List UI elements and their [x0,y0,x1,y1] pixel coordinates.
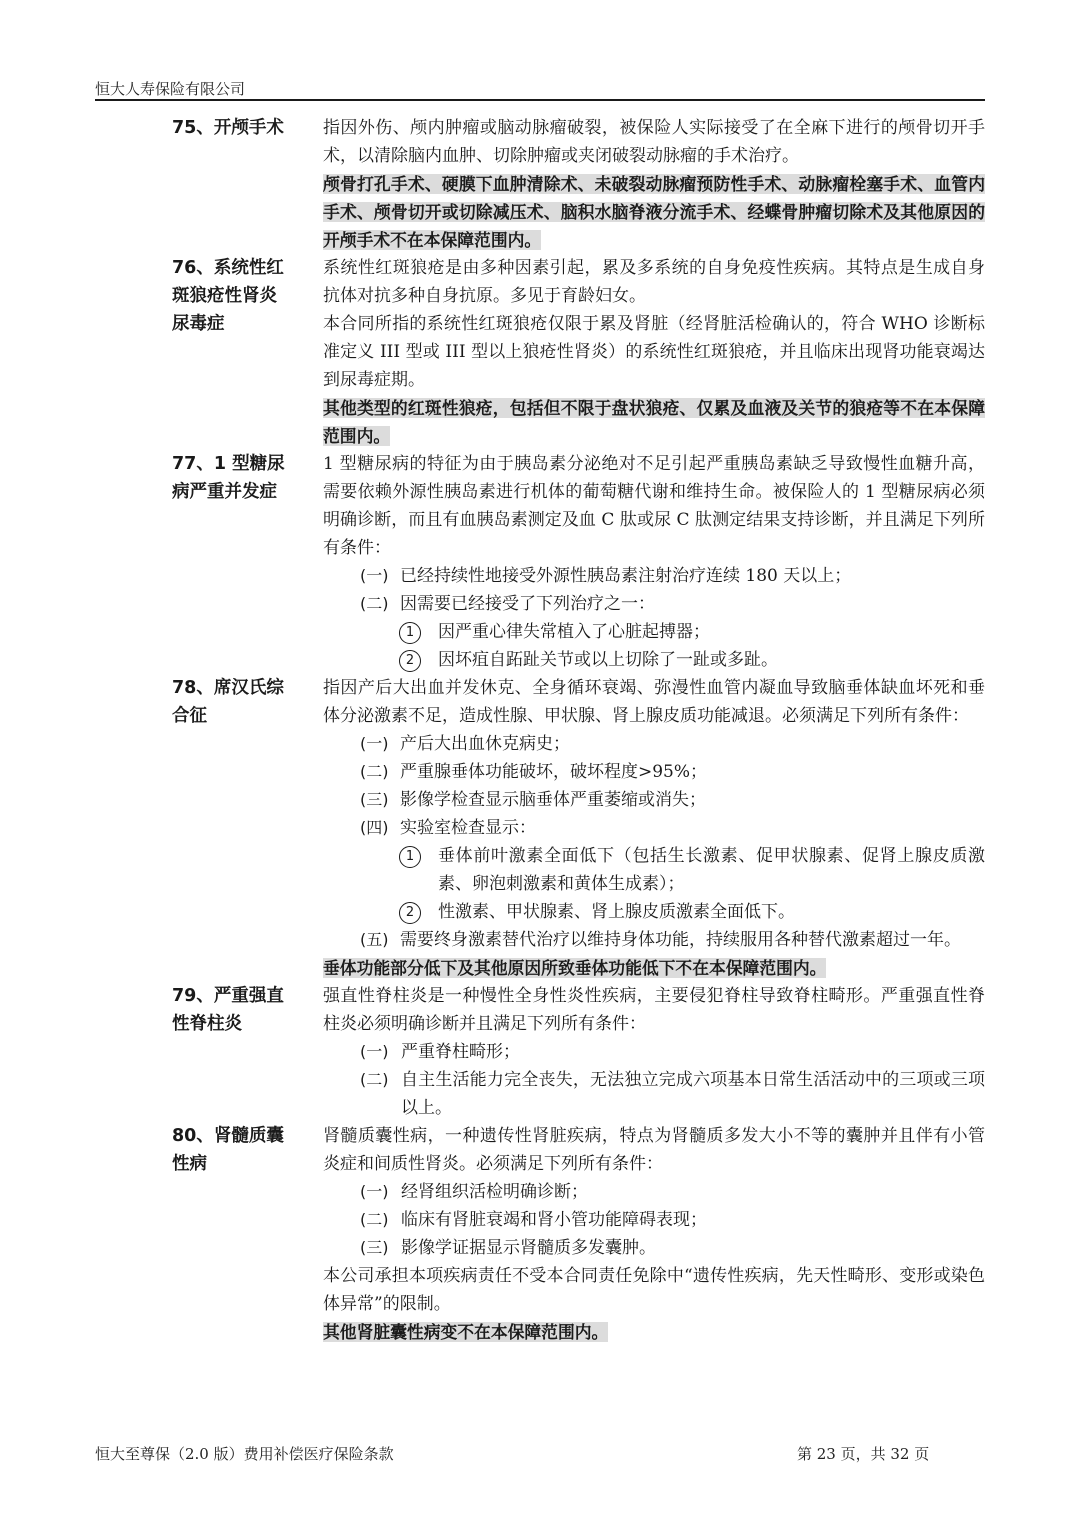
clause-term: 77、1 型糖尿病严重并发症 [172,454,285,502]
exclusion-text: 其他肾脏囊性病变不在本保障范围内。 [323,1322,609,1342]
clause-78 [0,674,1080,982]
condition-item: (二) 自主生活能力完全丧失，无法独立完成六项基本日常生活活动中的三项或三项以上。 [360,1070,985,1118]
sub-condition-item: 2 因坏疽自跖趾关节或以上切除了一趾或多趾。 [323,646,985,674]
clause-term: 80、肾髓质囊性病 [172,1126,284,1174]
clause-75 [0,114,1080,254]
condition-item: (四) 实验室检查显示： [360,818,536,838]
clause-definition: 1 型糖尿病的特征为由于胰岛素分泌绝对不足引起严重胰岛素缺乏导致慢性血糖升高，需要依赖外源性胰岛素进行机体的葡萄糖代谢和维持生命。被保险人的 1 型糖尿病必须明确诊断，而且有血胰岛素测定及血 C 肽或尿 C 肽测定结果支持诊断，并且满足下列所有条件： [323,454,985,558]
condition-item: (二) 严重腺垂体功能破坏，破坏程度>95%； [360,762,708,782]
sub-condition-item: 2 性激素、甲状腺素、肾上腺皮质激素全面低下。 [323,898,985,926]
exclusion-text: 垂体功能部分低下及其他原因所致垂体功能低下不在本保障范围内。 [323,958,827,978]
clause-definition: 指因外伤、颅内肿瘤或脑动脉瘤破裂，被保险人实际接受了在全麻下进行的颅骨切开手术，以清除脑内血肿、切除肿瘤或夹闭破裂动脉瘤的手术治疗。 [323,118,985,166]
clause-term: 76、系统性红斑狼疮性肾炎尿毒症 [172,258,284,334]
footer-page-number: 第 23 页，共 32 页 [797,1445,930,1463]
circled-number: 1 [399,846,421,868]
exclusion-text: 其他类型的红斑性狼疮，包括但不限于盘状狼疮、仅累及血液及关节的狼疮等不在本保障范围内。 [323,398,985,446]
condition-item: (三) 影像学证据显示肾髓质多发囊肿。 [360,1238,656,1258]
condition-item: (三) 影像学检查显示脑垂体严重萎缩或消失； [360,790,706,810]
condition-item: (二) 临床有肾脏衰竭和肾小管功能障碍表现； [360,1210,707,1230]
footer-product: 恒大至尊保（2.0 版）费用补偿医疗保险条款 [95,1445,394,1463]
clause-definition: 系统性红斑狼疮是由多种因素引起，累及多系统的自身免疫性疾病。其特点是生成自身抗体对抗多种自身抗原。多见于育龄妇女。 [323,258,985,306]
condition-item: (一) 经肾组织活检明确诊断； [360,1182,588,1202]
clause-79 [0,982,1080,1122]
condition-item: (一) 已经持续性地接受外源性胰岛素注射治疗连续 180 天以上； [360,566,852,586]
clause-definition: 强直性脊柱炎是一种慢性全身性炎性疾病，主要侵犯脊柱导致脊柱畸形。严重强直性脊柱炎必须明确诊断并且满足下列所有条件： [323,986,985,1034]
condition-item: (二) 因需要已经接受了下列治疗之一： [360,594,655,614]
circled-number: 1 [399,622,421,644]
clause-term: 78、席汉氏综合征 [172,678,284,726]
condition-item: (五) 需要终身激素替代治疗以维持身体功能，持续服用各种替代激素超过一年。 [360,930,961,950]
clause-77 [0,450,1080,674]
clause-list [0,114,1080,1346]
condition-item: (一) 严重脊柱畸形； [360,1042,520,1062]
clause-76 [0,254,1080,450]
clause-definition: 肾髓质囊性病，一种遗传性肾脏疾病，特点为肾髓质多发大小不等的囊肿并且伴有小管炎症和间质性肾炎。必须满足下列所有条件： [323,1126,985,1174]
exclusion-text: 颅骨打孔手术、硬膜下血肿清除术、未破裂动脉瘤预防性手术、动脉瘤栓塞手术、血管内手术、颅骨切开或切除减压术、脑积水脑脊液分流手术、经蝶骨肿瘤切除术及其他原因的开颅手术不在本保障范围内。 [323,174,985,250]
circled-number: 2 [399,902,421,924]
clause-80 [0,1122,1080,1346]
circled-number: 2 [399,650,421,672]
condition-item: (一) 产后大出血休克病史； [360,734,570,754]
sub-condition-item: 1 因严重心律失常植入了心脏起搏器； [323,618,985,646]
clause-scope: 本合同所指的系统性红斑狼疮仅限于累及肾脏（经肾脏活检确认的，符合 WHO 诊断标准定义 III 型或 III 型以上狼疮性肾炎）的系统性红斑狼疮，并且临床出现肾功能衰竭达到尿毒症期。 [323,314,985,390]
header-divider [95,99,985,101]
clause-term: 79、严重强直性脊柱炎 [172,986,284,1034]
header-company: 恒大人寿保险有限公司 [95,80,246,98]
clause-definition: 指因产后大出血并发休克、全身循环衰竭、弥漫性血管内凝血导致脑垂体缺血坏死和垂体分泌激素不足，造成性腺、甲状腺、肾上腺皮质功能减退。必须满足下列所有条件： [323,678,985,726]
liability-note: 本公司承担本项疾病责任不受本合同责任免除中“遗传性疾病，先天性畸形、变形或染色体异常”的限制。 [323,1266,985,1314]
clause-term: 75、开颅手术 [172,118,284,138]
sub-condition-item: 1 垂体前叶激素全面低下（包括生长激素、促甲状腺素、促肾上腺皮质激素、卵泡刺激素和黄体生成素）； [323,842,985,898]
